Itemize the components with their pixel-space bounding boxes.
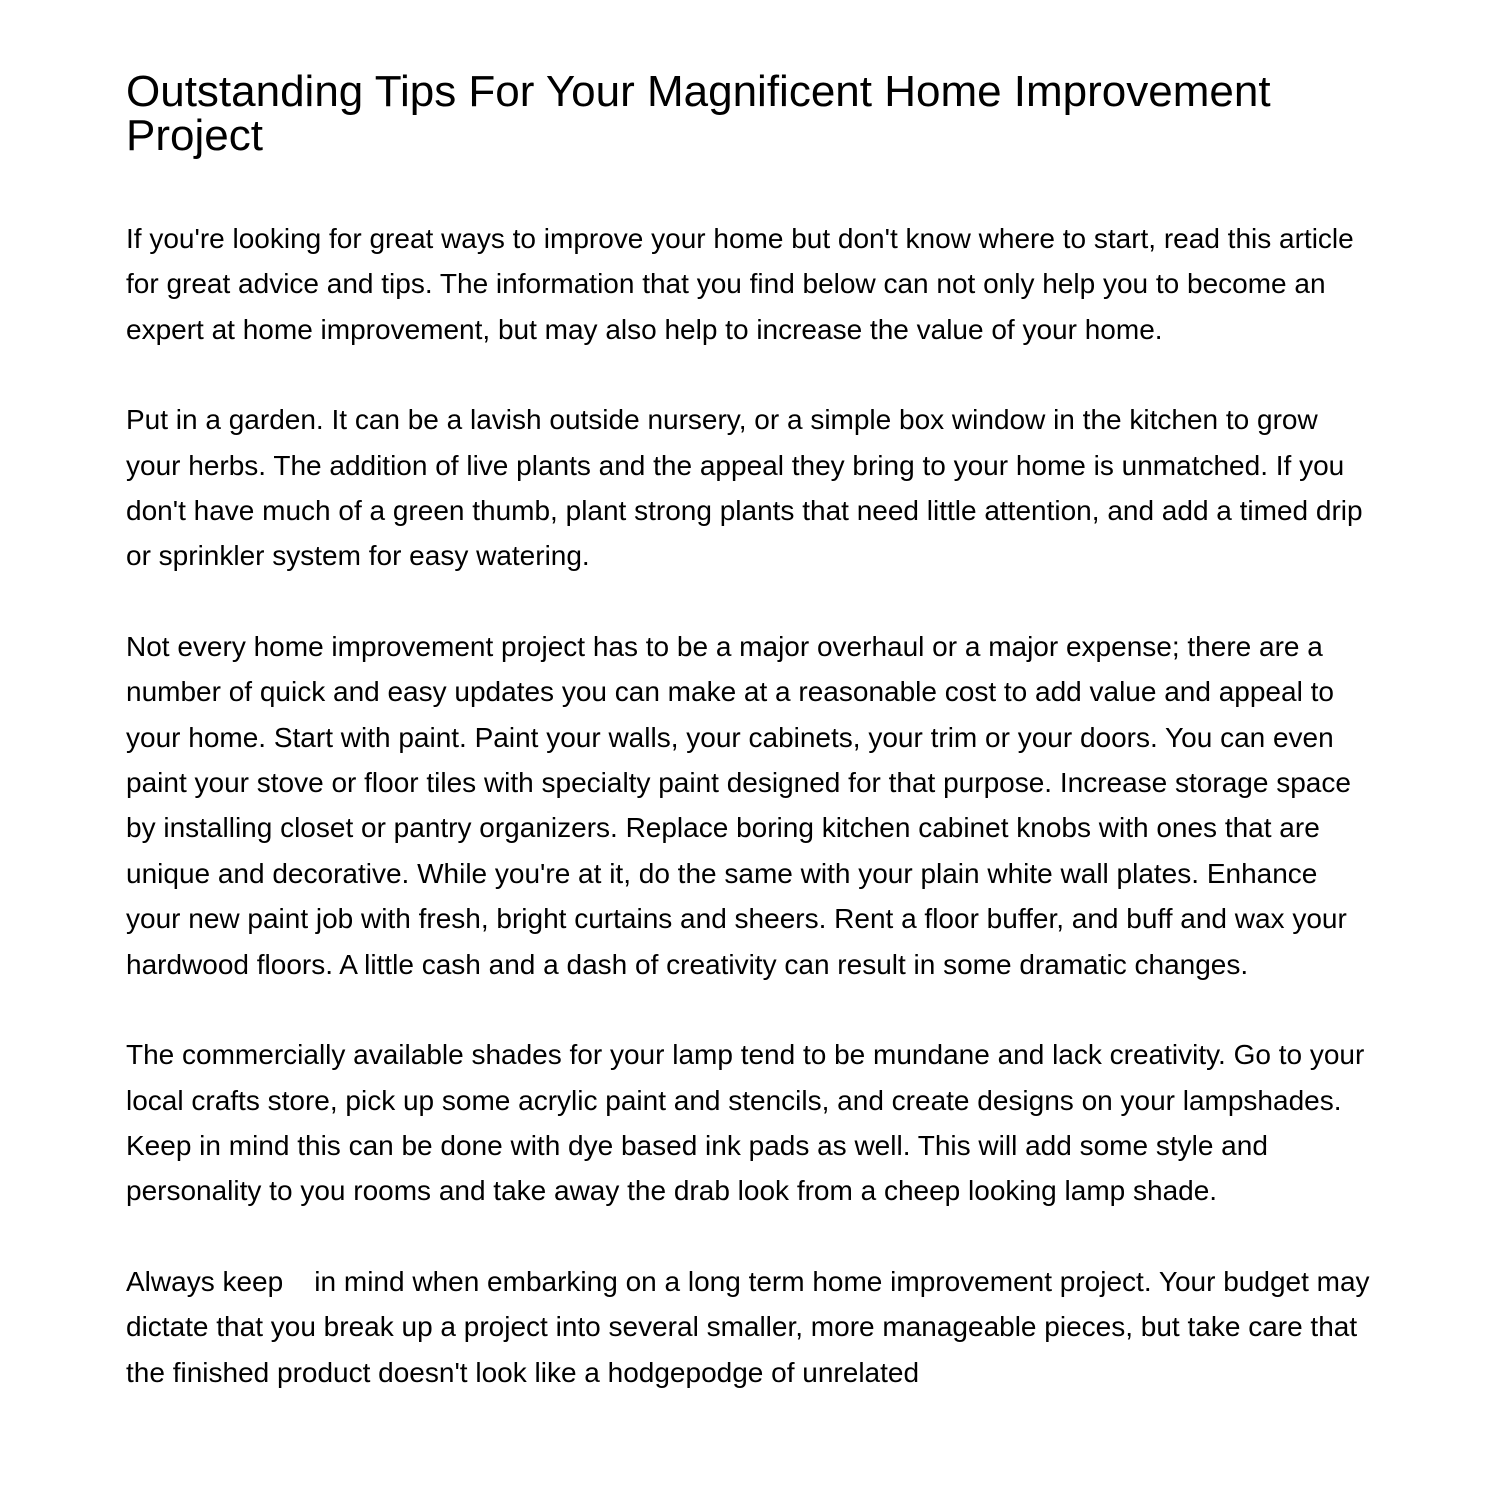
paragraph-budget: Always keep in mind when embarking on a long term home improvement project. Your budget may dictate that you break up a project into several smaller, more manageable pieces, but take care that the finished product doesn't look like a hodgepodge of unrelated [126, 1265, 1378, 1388]
paragraph-garden: Put in a garden. It can be a lavish outside nursery, or a simple box window in the kitchen to grow your herbs. The addition of live plants and the appeal they bring to your home is unmatched. If you don't have much of a green thumb, plant strong plants that need little attention, and add a timed drip or sprinkler system for easy watering. [126, 404, 1363, 572]
paragraph-updates: Not every home improvement project has to be a major overhaul or a major expense; there are a number of quick and easy updates you can make at a reasonable cost to add value and appeal to your home. Start with paint. Paint your walls, your cabinets, your trim or your doors. You can even paint your stove or floor tiles with specialty paint designed for that purpose. Increase storage space by installing closet or pantry organizers. Replace boring kitchen cabinet knobs with ones that are unique and decorative. While you're at it, do the same with your plain white wall plates. Enhance your new paint job with fresh, bright curtains and sheers. Rent a floor buffer, and buff and wax your hardwood floors. A little cash and a dash of creativity can result in some dramatic changes. [126, 630, 1351, 980]
paragraph-intro: If you're looking for great ways to improve your home but don't know where to start, read this article for great advice and tips. The information that you find below can not only help you to become an expert at home improvement, but may also help to increase the value of your home. [126, 223, 1354, 345]
paragraph-lampshades: The commercially available shades for your lamp tend to be mundane and lack creativity. Go to your local crafts store, pick up some acrylic paint and stencils, and create designs on your lampshades. Keep in mind this can be done with dye based ink pads as well. This will add some style and personality to you rooms and take away the drab look from a cheep looking lamp shade. [126, 1039, 1365, 1207]
page-title: Outstanding Tips For Your Magnificent Home Improvement Project [126, 67, 1271, 160]
document-page [126, 67, 1378, 1440]
